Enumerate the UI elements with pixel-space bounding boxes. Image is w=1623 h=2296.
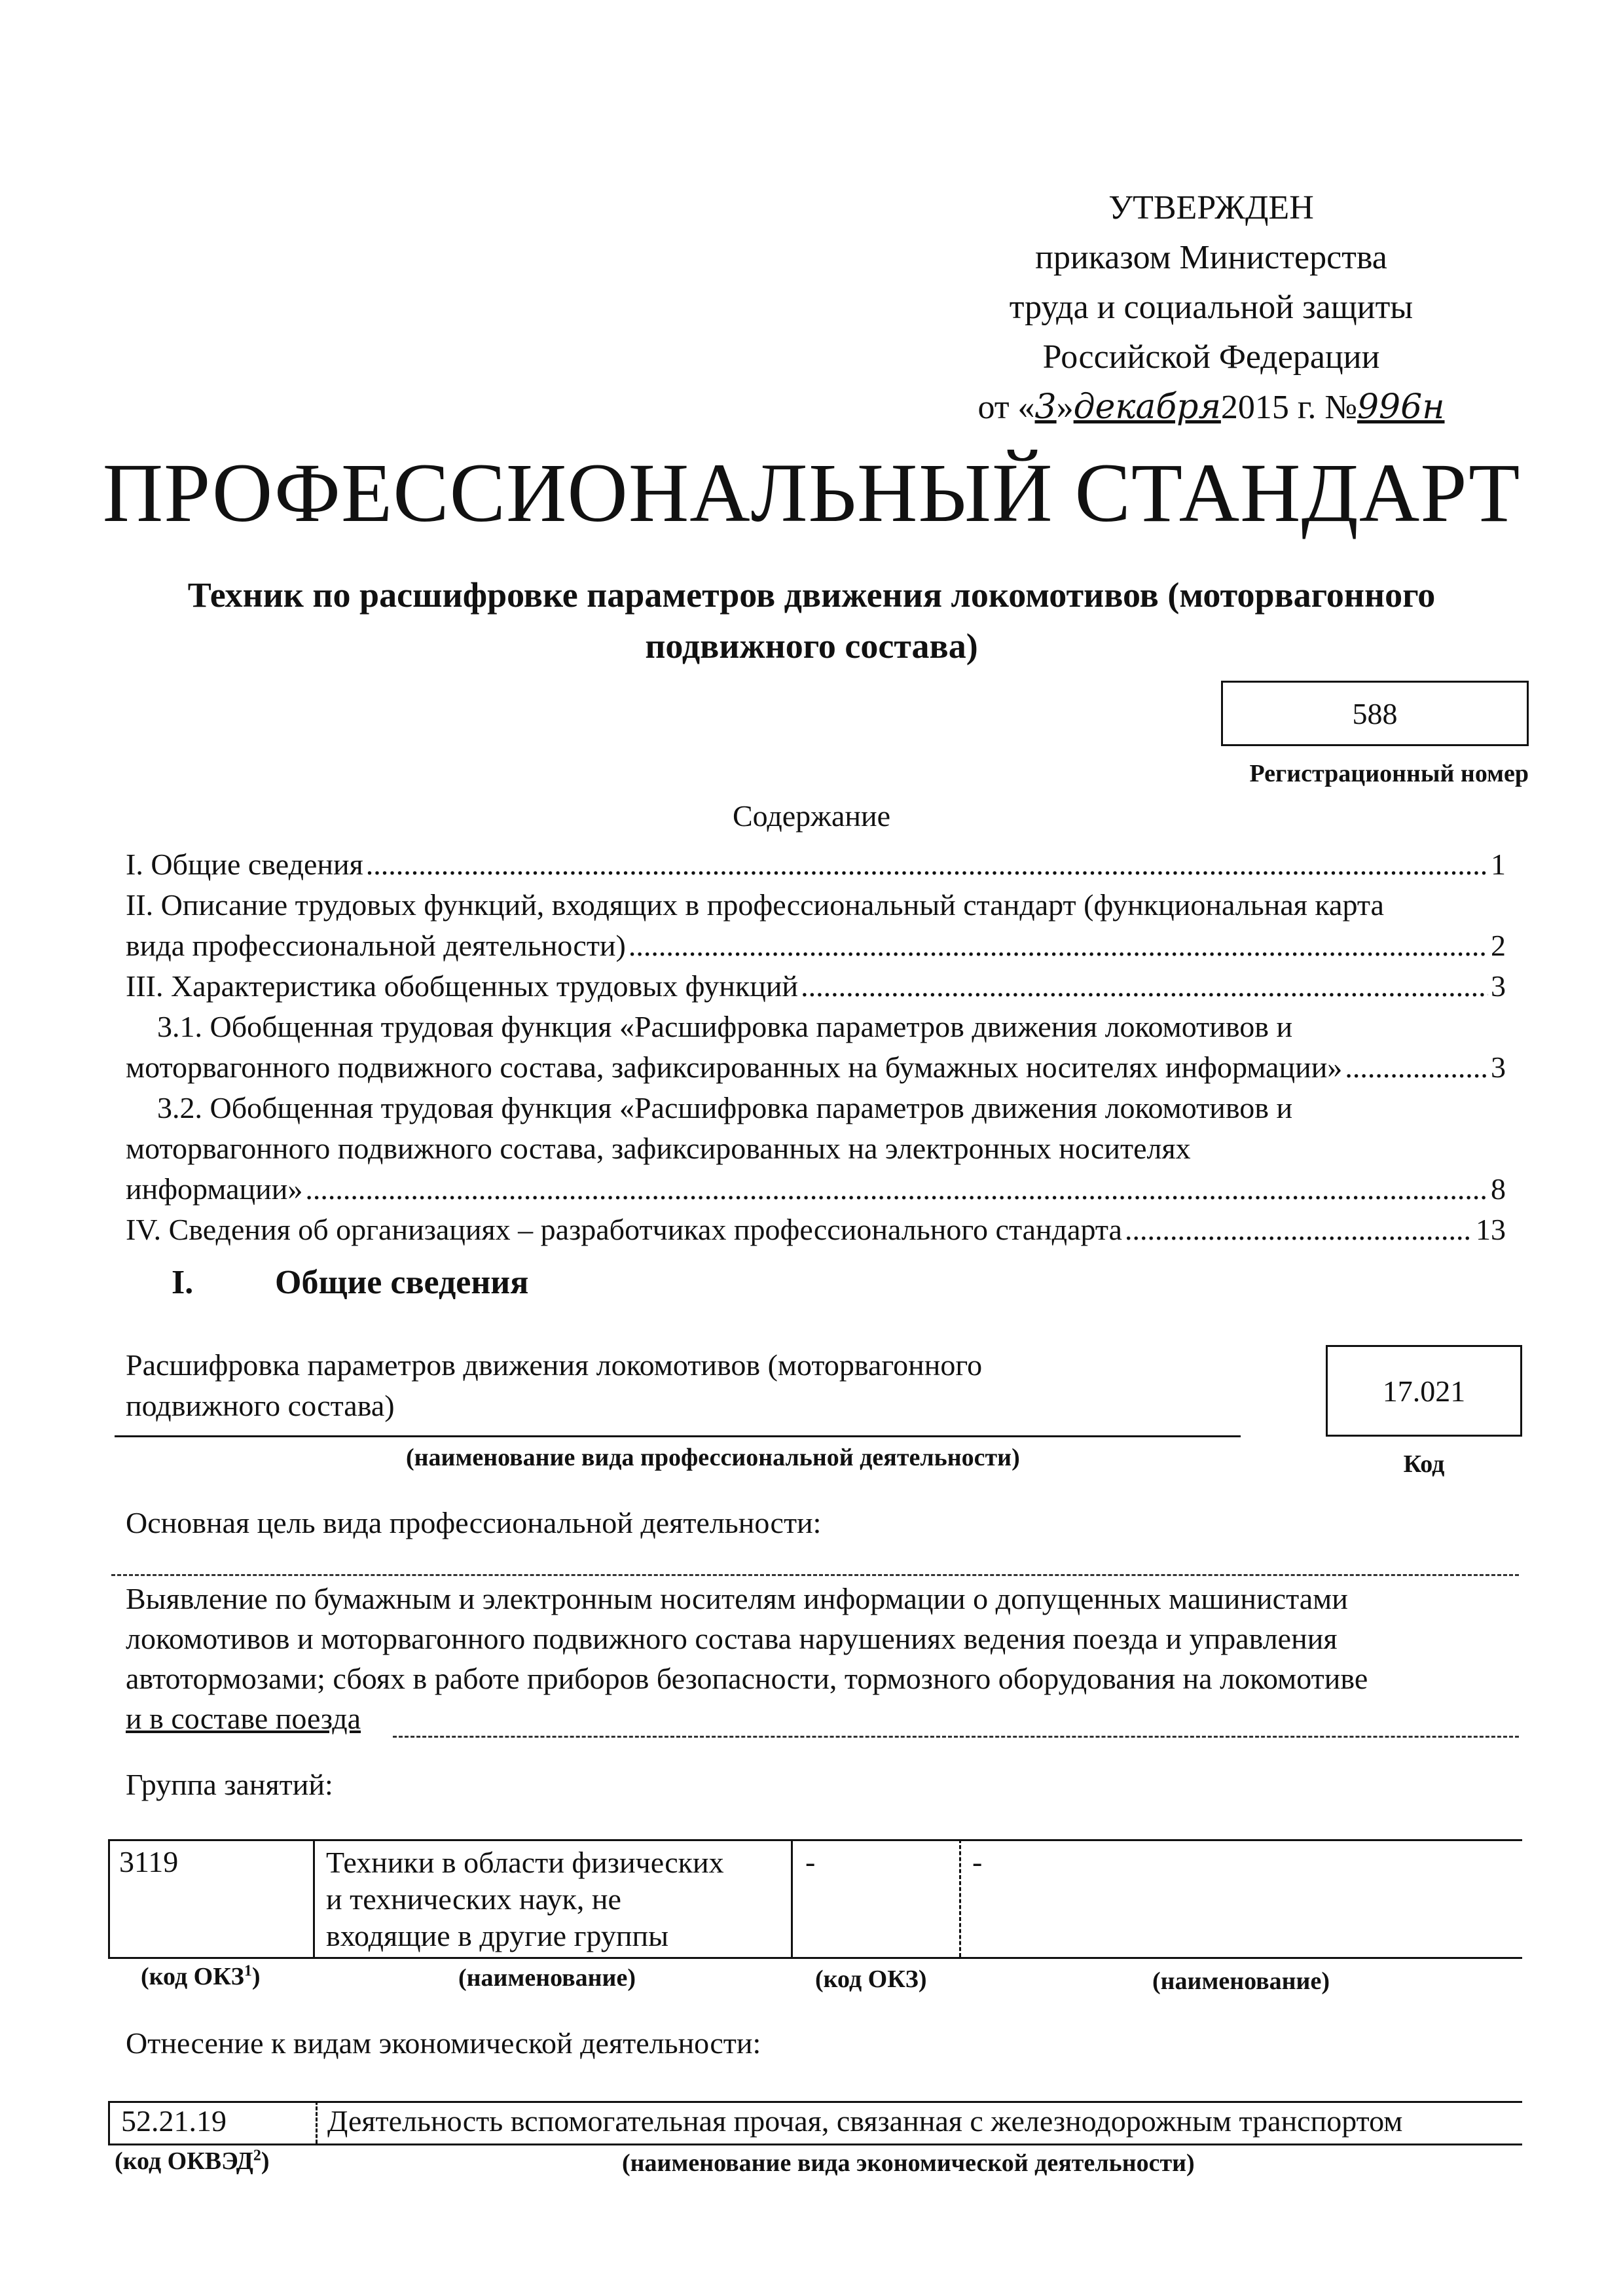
activity-code: 17.021 [1382, 1374, 1466, 1408]
approval-line-4: Российской Федерации [1042, 338, 1380, 376]
date-month: декабря [1073, 387, 1221, 427]
okz-code: 3119 [119, 1845, 179, 1878]
okved-name-caption: (наименование вида экономической деятельности) [622, 2149, 1195, 2177]
okved-code: 52.21.19 [121, 2104, 227, 2138]
caption-text: (код ОКВЭД [115, 2147, 253, 2175]
okz-name-2: - [972, 1845, 983, 1878]
date-mid: » [1056, 389, 1074, 426]
group-table-divider [108, 1839, 110, 1957]
goal-bottom-border [393, 1736, 1519, 1738]
econ-table-bottom [108, 2144, 1522, 2145]
activity-name [126, 1345, 1239, 1426]
registration-number: 588 [1352, 696, 1398, 730]
group-table-divider [791, 1839, 793, 1957]
group-table-top [108, 1839, 1522, 1841]
activity-name-line: Расшифровка параметров движения локомотивов (моторвагонного [126, 1348, 983, 1382]
okved-name: Деятельность вспомогательная прочая, связанная с железнодорожным транспортом [327, 2104, 1403, 2138]
toc-item[interactable] [126, 1047, 1506, 1088]
toc-item-text: III. Характеристика обобщенных трудовых функций [126, 969, 799, 1003]
section-title: Общие сведения [275, 1264, 529, 1301]
registration-number-box [1221, 681, 1529, 746]
activity-name-line: подвижного состава) [126, 1389, 395, 1422]
activity-code-box [1326, 1345, 1522, 1437]
toc-item-text: информации» [126, 1172, 303, 1206]
caption-text: ) [261, 2147, 270, 2175]
toc-item-text: I. Общие сведения [126, 848, 363, 881]
econ-table-divider [108, 2101, 110, 2144]
goal-text [126, 1579, 1520, 1738]
okz-name-line: Техники в области физических [326, 1846, 724, 1879]
footnote-mark: 1 [244, 1962, 252, 1980]
order-number: 996н [1357, 387, 1445, 427]
econ-table-divider [316, 2101, 318, 2144]
standard-subtitle: Техник по расшифровке параметров движения локомотивов (моторвагонного подвижного состава) [187, 575, 1436, 666]
group-table-bottom [108, 1957, 1522, 1959]
toc-item-page: 3 [1491, 969, 1506, 1003]
goal-top-border [111, 1574, 1519, 1576]
toc-subitem-group [126, 1007, 1506, 1210]
toc-item-page: 8 [1491, 1172, 1506, 1206]
activity-caption: (наименование вида профессиональной деятельности) [406, 1444, 1020, 1471]
toc-item[interactable] [126, 925, 1506, 966]
goal-line: локомотивов и моторвагонного подвижного состава нарушениях ведения поезда и управления [126, 1622, 1338, 1655]
code-caption: Код [1403, 1450, 1445, 1478]
toc-heading: Содержание [732, 799, 891, 833]
toc-item-text: вида профессиональной деятельности) [126, 929, 626, 962]
okved-code-caption [115, 2147, 270, 2176]
okz-name-line: входящие в другие группы [326, 1919, 668, 1952]
toc-item-text-line[interactable]: 3.2. Обобщенная трудовая функция «Расшифровка параметров движения локомотивов и [157, 1091, 1293, 1124]
goal-line: автотормозами; сбоях в работе приборов безопасности, тормозного оборудования на локомотиве [126, 1662, 1368, 1695]
toc-item[interactable] [126, 1210, 1506, 1250]
goal-label: Основная цель вида профессиональной деятельности: [126, 1506, 822, 1539]
approval-line-3: труда и социальной защиты [1009, 289, 1413, 326]
toc-item-page: 3 [1491, 1050, 1506, 1084]
approval-block [949, 183, 1473, 433]
caption-text: ) [251, 1963, 261, 1990]
goal-line: и в составе поезда [126, 1702, 361, 1735]
section-number: I. [172, 1264, 194, 1301]
okz-name-line: и технических наук, не [326, 1882, 621, 1916]
toc-item-text: 3.1. Обобщенная трудовая функция «Расшифровка параметров движения локомотивов и [157, 1010, 1293, 1043]
approval-date-line [949, 382, 1473, 433]
group-table-divider [959, 1839, 961, 1957]
approval-line-1: УТВЕРЖДЕН [1108, 189, 1314, 226]
okz-code-caption [141, 1962, 261, 1991]
okz-code-2-caption: (код ОКЗ) [815, 1965, 927, 1993]
date-day: 3 [1034, 387, 1057, 427]
okz-name-2-caption: (наименование) [1152, 1967, 1330, 1995]
okz-name [326, 1844, 784, 1954]
econ-label: Отнесение к видам экономической деятельности: [126, 2026, 761, 2060]
footnote-mark: 2 [253, 2147, 261, 2164]
toc-item-page: 2 [1491, 929, 1506, 962]
caption-text: (код ОКЗ [141, 1963, 244, 1990]
group-label: Группа занятий: [126, 1768, 333, 1801]
activity-underline [115, 1435, 1241, 1437]
toc-item[interactable] [126, 1169, 1506, 1210]
toc-item-page: 1 [1491, 848, 1506, 881]
toc-item-text-line[interactable]: моторвагонного подвижного состава, зафиксированных на электронных носителях [126, 1132, 1191, 1165]
table-of-contents [126, 844, 1506, 1250]
registration-label: Регистрационный номер [1249, 760, 1529, 787]
toc-item[interactable] [126, 844, 1506, 885]
okz-code-2: - [805, 1845, 816, 1878]
page-title: ПРОФЕССИОНАЛЬНЫЙ СТАНДАРТ [102, 446, 1521, 539]
toc-item-text-line[interactable]: II. Описание трудовых функций, входящих в профессиональный стандарт (функциональная карта [126, 888, 1384, 922]
toc-item-text: моторвагонного подвижного состава, зафиксированных на бумажных носителях информации» [126, 1050, 1343, 1084]
toc-item-text: IV. Сведения об организациях – разработчиках профессионального стандарта [126, 1213, 1122, 1246]
toc-item[interactable] [126, 966, 1506, 1007]
date-prefix: от « [977, 389, 1035, 426]
goal-line: Выявление по бумажным и электронным носителям информации о допущенных машинистами [126, 1582, 1348, 1615]
approval-line-2: приказом Министерства [1035, 239, 1387, 276]
group-table-divider [313, 1839, 315, 1957]
okz-name-caption: (наименование) [458, 1964, 636, 1992]
econ-table-top [108, 2101, 1522, 2103]
toc-item-page: 13 [1476, 1213, 1506, 1246]
date-year: 2015 г. № [1220, 389, 1357, 426]
toc-item-text-line[interactable] [157, 1007, 1506, 1047]
